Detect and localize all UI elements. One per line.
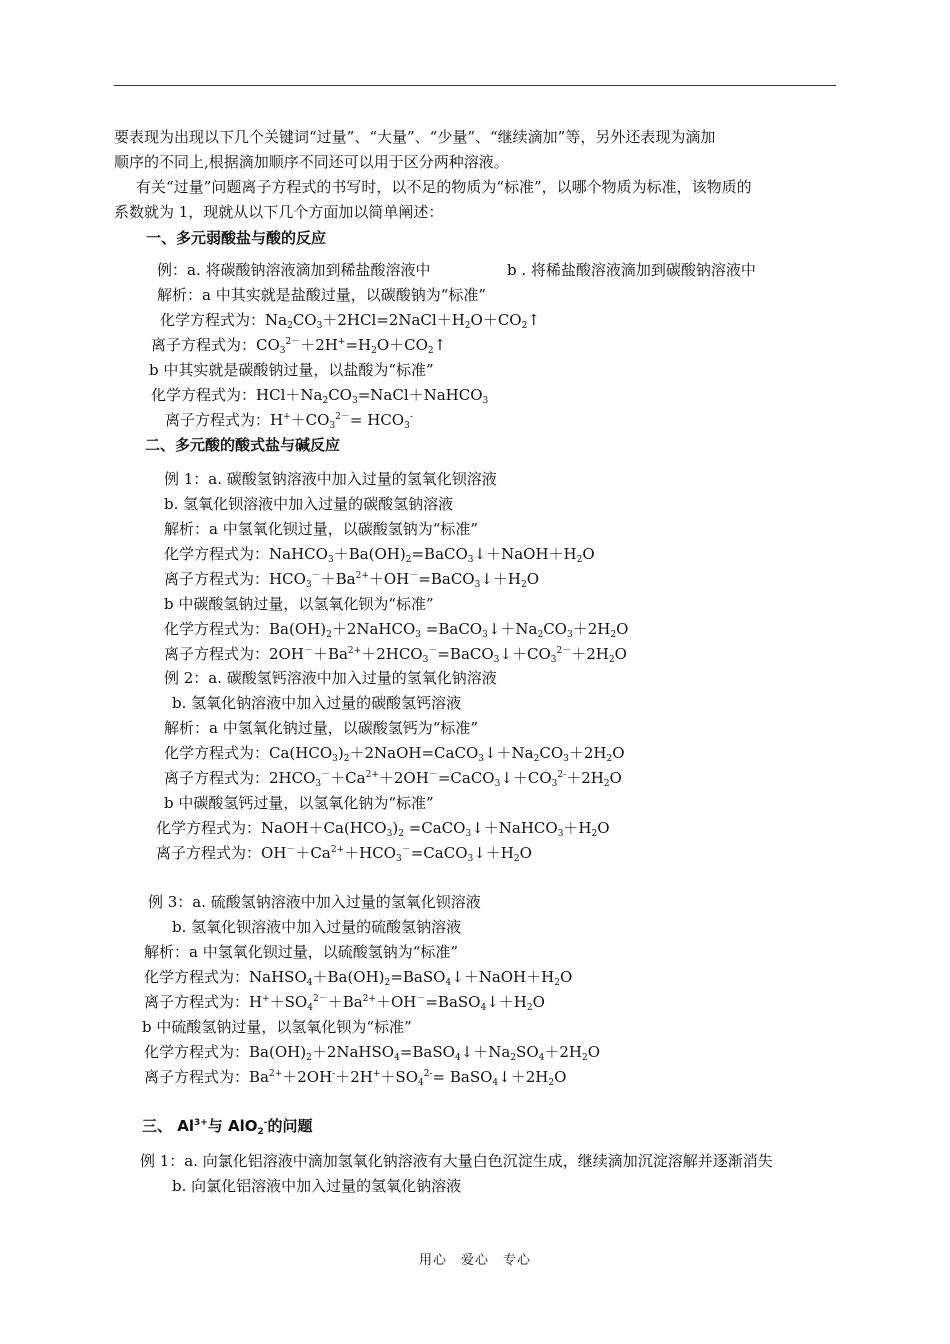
s2-ex3-ion-eq-a: 离子方程式为：$H^++SO_4^{2-}+Ba^{2+}+OH^-=BaSO_4↓+H_2O$ <box>144 993 545 1013</box>
s1-ion-eq-b: 离子方程式为：$H^++CO_3^{2-}= HCO_3^-$ <box>165 411 413 431</box>
s3-ex1-a: 例 1：a. 向氯化铝溶液中滴加氢氧化钠溶液有大量白色沉淀生成，继续滴加沉淀溶解并逐渐消失 <box>140 1152 773 1170</box>
s2-ex2-ion-eq-b: 离子方程式为：$OH^-+Ca^{2+}+HCO_3^-=CaCO_3↓+H_2O$ <box>156 844 532 864</box>
s1-chem-eq-a: 化学方程式为：$Na_2CO_3+2HCl=2NaCl+H_2O+CO_2↑$ <box>160 311 540 331</box>
intro-line-3: 有关“过量”问题离子方程式的书写时，以不足的物质为“标准”，以哪个物质为标准，该物质的 <box>136 178 752 196</box>
section-3-heading: 三、 $Al^{3+}$与 AlO$_2$-的问题 <box>142 1117 313 1137</box>
s1-analysis-a: 解析：a 中其实就是盐酸过量，以碳酸钠为“标准” <box>157 286 487 304</box>
s2-ex3-a: 例 3：a. 硫酸氢钠溶液中加入过量的氢氧化钡溶液 <box>148 893 481 911</box>
s2-ex3-analysis-a: 解析：a 中氢氧化钡过量，以硫酸氢钠为“标准” <box>144 943 459 961</box>
s2-ex1-ion-eq-b: 离子方程式为：$2OH^-+Ba^{2+}+2HCO_3^-=BaCO_3↓+CO_3^{2-}+2H_2O$ <box>164 645 627 665</box>
s2-ex3-b: b. 氢氧化钡溶液中加入过量的硫酸氢钠溶液 <box>172 918 462 936</box>
section-2-heading: 二、多元酸的酸式盐与碱反应 <box>145 436 341 454</box>
s2-ex2-b: b. 氢氧化钠溶液中加入过量的碳酸氢钙溶液 <box>172 694 462 712</box>
intro-line-4: 系数就为 1，现就从以下几个方面加以简单阐述： <box>114 203 444 221</box>
header-rule <box>114 85 836 86</box>
s2-ex3-chem-eq-a: 化学方程式为：$NaHSO_4+Ba(OH)_2=BaSO_4↓+NaOH+H_2O$ <box>144 968 573 988</box>
page-footer: 用心 爱心 专心 <box>418 1253 531 1268</box>
s3-ex1-b: b. 向氯化铝溶液中加入过量的氢氧化钠溶液 <box>172 1177 462 1195</box>
s2-ex3-chem-eq-b: 化学方程式为：$Ba(OH)_2+2NaHSO_4=BaSO_4↓+Na_2SO_4+2H_2O$ <box>144 1043 601 1063</box>
intro-line-1: 要表现为出现以下几个关键词“过量”、“大量”、“少量”、“继续滴加”等，另外还表现为滴加 <box>114 128 716 146</box>
s2-ex2-chem-eq-b: 化学方程式为：$NaOH+Ca(HCO_3)_2$ $=CaCO_3↓+NaHCO_3+H_2O$ <box>156 819 610 839</box>
s2-ex1-chem-eq-b: 化学方程式为：$Ba(OH)_2+2NaHCO_3$ $=BaCO_3↓+Na_2CO_3+2H_2O$ <box>164 620 629 640</box>
s2-ex1-a: 例 1：a. 碳酸氢钠溶液中加入过量的氢氧化钡溶液 <box>164 470 497 488</box>
s2-ex2-a: 例 2：a. 碳酸氢钙溶液中加入过量的氢氧化钠溶液 <box>164 669 497 687</box>
s1-example-b: b . 将稀盐酸溶液滴加到碳酸钠溶液中 <box>507 261 756 279</box>
s2-ex1-b: b. 氢氧化钡溶液中加入过量的碳酸氢钠溶液 <box>164 495 454 513</box>
s1-analysis-b: b 中其实就是碳酸钠过量，以盐酸为“标准” <box>149 361 434 379</box>
s2-ex1-chem-eq-a: 化学方程式为：$NaHCO_3+Ba(OH)_2=BaCO_3↓+NaOH+H_2O$ <box>164 545 595 565</box>
s2-ex2-analysis-b: b 中碳酸氢钙过量，以氢氧化钠为“标准” <box>164 794 434 812</box>
s1-ion-eq-a: 离子方程式为：$CO_3^{2-}+2H^+=H_2O+CO_2↑$ <box>151 336 447 356</box>
s1-example-a: 例：a. 将碳酸钠溶液滴加到稀盐酸溶液中 <box>157 261 431 279</box>
s2-ex2-ion-eq-a: 离子方程式为：$2HCO_3^-+Ca^{2+}+2OH^-=CaCO_3↓+CO_3^{2-}+2H_2O$ <box>164 769 622 789</box>
s2-ex1-analysis-a: 解析：a 中氢氧化钡过量，以碳酸氢钠为“标准” <box>164 520 479 538</box>
intro-line-2: 顺序的不同上,根据滴加顺序不同还可以用于区分两种溶液。 <box>114 153 509 171</box>
s1-chem-eq-b: 化学方程式为：$HCl+Na_2CO_3=NaCl+NaHCO_3$ <box>151 386 489 406</box>
section-1-heading: 一、多元弱酸盐与酸的反应 <box>146 229 327 247</box>
s2-ex1-ion-eq-a: 离子方程式为：$HCO_3^-+Ba^{2+}+OH^-=BaCO_3↓+H_2O$ <box>164 570 540 590</box>
s2-ex3-analysis-b: b 中硫酸氢钠过量，以氢氧化钡为“标准” <box>142 1018 412 1036</box>
s2-ex3-ion-eq-b: 离子方程式为：$Ba^{2+}+2OH^-+2H^++SO_4^{2-}=$ $BaSO_4↓+2H_2O$ <box>144 1068 567 1088</box>
s2-ex2-chem-eq-a: 化学方程式为：$Ca(HCO_3)_2+2NaOH=CaCO_3↓+Na_2CO_3+2H_2O$ <box>164 744 625 764</box>
s2-ex2-analysis-a: 解析：a 中氢氧化钠过量，以碳酸氢钙为“标准” <box>164 719 479 737</box>
s2-ex1-analysis-b: b 中碳酸氢钠过量，以氢氧化钡为“标准” <box>164 595 434 613</box>
